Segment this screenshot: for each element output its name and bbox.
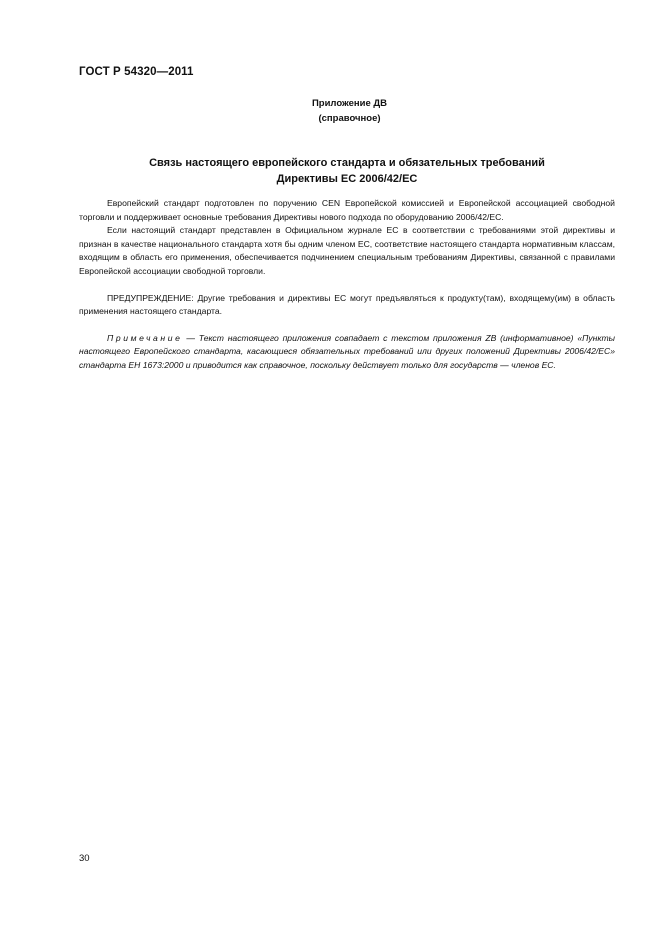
annex-label: Приложение ДВ (311, 98, 388, 109)
paragraph-official-journal: Если настоящий стандарт представлен в Официальном журнале ЕС в соответствии с требованиями этой директивы и признан в качестве национального стандарта хотя бы одним членом ЕС, соответствие настоящего стандарта нормативным классам, входящим в область его применения, обеспечивается подчинением специальным требованиям Директивы, связанной с правилами Европейской ассоциации свободной торговли. (79, 225, 615, 276)
page-number: 30 (79, 853, 90, 864)
paragraph-cen-mandate: Европейский стандарт подготовлен по поручению CEN Европейской комиссией и Европейской ассоциацией свободной торговли и поддерживает основные требования Директивы нового подхода по оборудованию 2006/42/ЕС. (79, 198, 615, 222)
note-label: Примечание (107, 332, 183, 343)
body-text (79, 197, 615, 373)
section-title (79, 155, 615, 187)
annex-type: (справочное) (318, 113, 381, 124)
document-code-header: ГОСТ Р 54320—2011 (79, 66, 194, 78)
note-paragraph (79, 332, 615, 373)
annex-heading (0, 96, 661, 126)
paragraph-warning: ПРЕДУПРЕЖДЕНИЕ: Другие требования и директивы ЕС могут предъявляться к продукту(там), входящему(им) в область применения настоящего стандарта. (79, 292, 615, 317)
section-title-line-2: Директивы ЕС 2006/42/ЕС (276, 173, 418, 185)
section-title-line-1: Связь настоящего европейского стандарта и обязательных требований (149, 157, 545, 169)
note-text: — Текст настоящего приложения совпадает с текстом приложения ZB (информативное) «Пункты настоящего Европейского стандарта, касающиеся обязательных требований или других положений Директивы 2006/42/ЕС» стандарта ЕН 1673:2000 и приводится как справочное, поскольку действует только для государств — членов ЕС. (79, 332, 615, 370)
